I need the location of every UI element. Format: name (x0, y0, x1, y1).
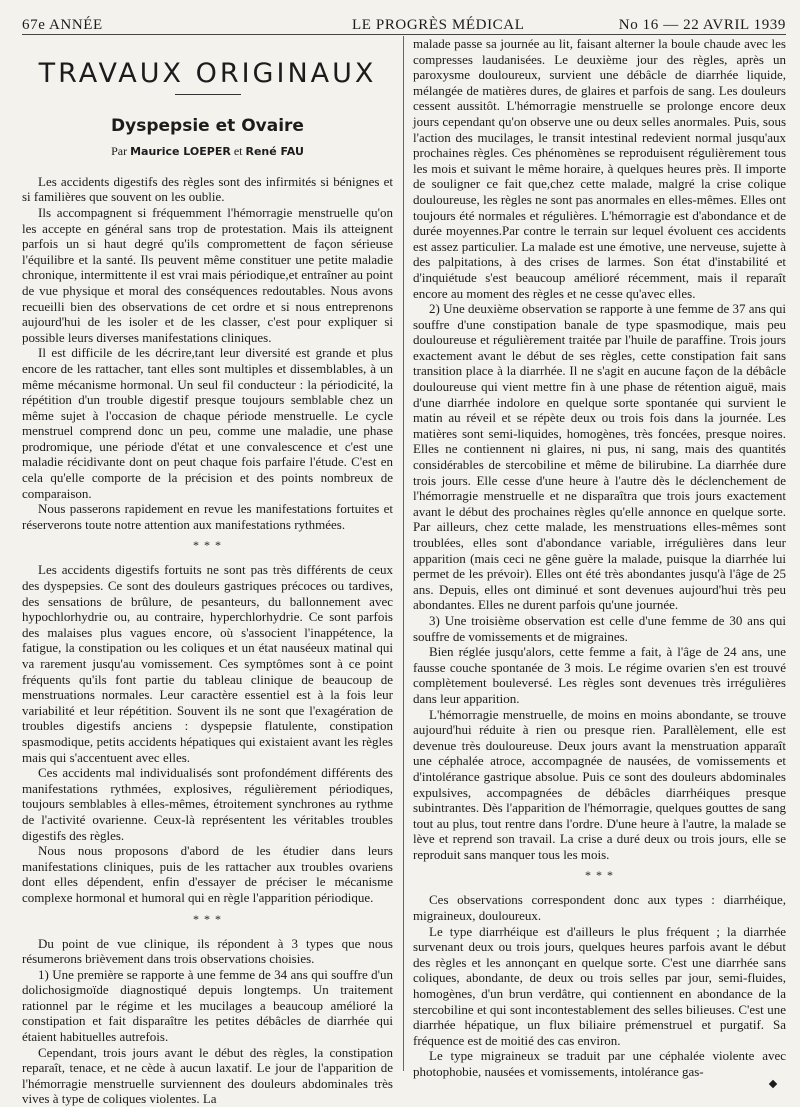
end-ornament (769, 1080, 777, 1088)
paragraph: 2) Une deuxième observation se rapporte à une femme de 37 ans qui souffre d'une constipation banale de type spasmodique, mais peu douloureuse et régulièrement traitée par l'huile de paraffine. Trois jours exactement avant le début de ses règles, cette constipation fait sans transition place à la diarrhée. Il ne s'agit en aucune façon de la débâcle douloureuse qui vient mettre fin à une phase de rétention aiguë, mais d'une diarrhée indolore en quelque sorte spontanée qui survient le matin au réveil et se répète deux ou trois fois dans la journée. Les matières sont semi-liquides, homogènes, très foncées, presque noires. Elles ne contiennent ni glaires, ni pus, ni sang, mais des quantités considérables de stercobiline et même de bilirubine. La diarrhée dure trois jours. Elle cesse d'une heure à l'autre dès le déclenchement de l'hémorragie menstruelle et ne disparaîtra que trois jours exactement avant le début des prochaines règles qu'elle annonce en quelque sorte. Par ailleurs, chez cette malade, les menstruations elles-mêmes sont troublées, elles sont d'abondance variable, irrégulières dans leur apparition (mais ceci ne gêne guère la malade, puisque la diarrhée lui permet de les prévoir). Elles ont été très abondantes jusqu'à l'âge de 25 ans. Depuis, elles ont diminué et sont devenues aujourd'hui très peu abondantes. Elles ne durent parfois qu'une journée. (413, 301, 786, 613)
author-loeper: Maurice LOEPER (130, 145, 231, 159)
byline-conjunction: et (233, 144, 243, 159)
section-separator: * * * (193, 911, 222, 926)
paragraph: Ils accompagnent si fréquemment l'hémorragie menstruelle qu'on les accepte en général sans trop de protestation. Mais ils atteignent parfois un si haut degré qu'ils compromettent de façon sérieuse l'équilibre et la santé. Ils peuvent même constituer une petite maladie chronique, intermittente il est vrai mais périodique,et entraîner au point de vue physique et moral des conséquences redoutables. Nous avons recueilli bien des observations de cet ordre et si nous entreprenons aujourd'hui de les isoler et de les classer, c'est pour expliquer si possible leurs diverses manifestations cliniques. (22, 204, 393, 345)
paragraph: 1) Une première se rapporte à une femme de 34 ans qui souffre d'un dolichosigmoïde diagnostiqué depuis longtemps. Un traitement rationnel par le régime et les mucilages a beaucoup amélioré la constipation et fait disparaître les petites débâcles de diarrhée qui étaient habituelles autrefois. (22, 966, 393, 1045)
volume-year: 67e ANNÉE (22, 17, 103, 33)
section-title: TRAVAUX ORIGINAUX (38, 58, 377, 89)
paragraph: Les accidents digestifs des règles sont des infirmités si bénignes et si familières que souvent on les oublie. (22, 173, 393, 205)
left-column (22, 36, 393, 1107)
paragraph: Du point de vue clinique, ils répondent à 3 types que nous résumerons brièvement dans trois observations choisies. (22, 935, 393, 967)
right-column (413, 36, 786, 1079)
paragraph: Le type diarrhéique est d'ailleurs le plus fréquent ; la diarrhée survenant deux ou trois jours, quelques heures parfois avant le début des règles et les annonçant en quelque sorte. C'est une diarrhée sans coliques, abondante, de deux ou trois selles par jour, semi-fluides, homogènes, d'un brun verdâtre, qui contiennent en abondance de la stercobiline et qui sont incontestablement des selles bilieuses. C'est une diarrhée hépatique, un flux biliaire prémenstruel et purgatif. Sa fréquence est de moitié des cas environ. (413, 923, 786, 1048)
title-rule (175, 94, 241, 95)
section-separator: * * * (585, 868, 614, 883)
paragraph: Ces observations correspondent donc aux types : diarrhéique, migraineux, douloureux. (413, 892, 786, 924)
paragraph: Ces accidents mal individualisés sont profondément différents des manifestations rythmées, explosives, régulièrement périodiques, toujours semblables à elles-mêmes, étroitement synchrones au rythme de l'activité ovarienne. Ceux-là représentent les véritables troubles digestifs des règles. (22, 765, 393, 843)
paragraph: Les accidents digestifs fortuits ne sont pas très différents de ceux des dyspepsies. Ce sont des douleurs gastriques précoces ou tardives, des sensations de brûlure, de pesanteurs, du ballonnement avec hypochlorhydrie ou, au contraire, hyperchlorhydrie. Ce sont parfois des malaises plus vagues encore, où s'associent l'inappétence, la fatigue, la constipation ou les coliques et un état nauséeux matinal qui va rarement jusqu'au vomissement. Ces symptômes sont à ce point fréquents qu'ils font partie du tableau clinique de beaucoup de menstruations normales. Leur caractère essentiel est à la fois leur variabilité et leur répétition. Souvent ils ne sont que l'exagération de troubles digestifs anciens : dyspepsie flatulente, constipation spasmodique, petits accidents hépatiques qui existaient avant les règles mais qui s'accentuent avec elles. (22, 562, 393, 765)
author-fau: René FAU (245, 145, 304, 159)
paragraph: Nous nous proposons d'abord de les étudier dans leurs manifestations cliniques, puis de les rattacher aux troubles ovariens dont elles dépendent, enfin d'essayer de préciser le mécanisme complexe hormonal et humoral qui en règle l'apparition périodique. (22, 843, 393, 905)
paragraph: Le type migraineux se traduit par une céphalée violente avec photophobie, nausées et vomissements, intolérance gas- (413, 1048, 786, 1079)
journal-title: LE PROGRÈS MÉDICAL (352, 17, 525, 33)
byline (22, 144, 393, 160)
running-header (22, 4, 786, 35)
article-title: Dyspepsie et Ovaire (111, 115, 304, 136)
paragraph: 3) Une troisième observation est celle d'une femme de 30 ans qui souffre de vomissements et de migraines. (413, 612, 786, 644)
column-divider (403, 36, 404, 1071)
paragraph: L'hémorragie menstruelle, de moins en moins abondante, se trouve aujourd'hui réduite à rien ou presque rien. Parallèlement, elle est devenue très douloureuse. Deux jours avant la menstruation apparaît une céphalée atroce, accompagnée de nausées, de vomissements et d'intolérance gastrique absolue. Puis ce sont des douleurs abdominales expulsives, accompagnées de débâcles diarrhéiques presque subintrantes. Dès l'apparition de l'hémorragie, quelques gouttes de sang tout au plus, tout rentre dans l'ordre. D'une heure à l'autre, la malade se lève et reprend son travail. La crise a duré deux ou trois jours, elle se reproduit sans manquer tous les mois. (413, 706, 786, 862)
section-separator: * * * (193, 538, 222, 553)
byline-prefix: Par (111, 144, 128, 159)
paragraph: Il est difficile de les décrire,tant leur diversité est grande et plus encore de les rattacher, tant elles sont multiples et dissemblables, à un même mécanisme hormonal. Un seul fil conducteur : la périodicité, la répétition d'un trouble digestif presque toujours semblable chez un même sujet à l'occasion de chaque période menstruelle. Le cycle menstruel comprend donc un peu, comme une maladie, une phase prodromique, une période d'état et une convalescence et c'est une maladie récidivante dont on peut chaque fois parfaire l'étude. C'est en cela qu'elle comporte de la précision et des points nombreux de comparaison. (22, 345, 393, 501)
issue-date: No 16 — 22 AVRIL 1939 (618, 17, 786, 33)
paragraph: Cependant, trois jours avant le début des règles, la constipation reparaît, tenace, et ne cède à aucun laxatif. Le jour de l'apparition de l'hémorragie menstruelle surviennent des douleurs abdominales très vives à type de coliques violentes. La (22, 1044, 393, 1107)
paragraph: Nous passerons rapidement en revue les manifestations fortuites et réserverons toute notre attention aux manifestations rythmées. (22, 501, 393, 532)
paragraph: malade passe sa journée au lit, faisant alterner la boule chaude avec les compresses laudanisées. Le deuxième jour des règles, après un paroxysme douloureux, survient une débâcle de diarrhée liquide, mélangée de matières dures, de glaires et parfois de sang. Les douleurs cessent aussitôt. L'hémorragie menstruelle se prolonge encore deux jours cependant qu'on observe une ou deux selles anormales. Puis, sous l'action des mucilages, le transit intestinal redevient normal jusqu'aux prochaines règles. Ces phénomènes se reproduisent régulièrement tous les mois et suivant le même horaire, à quelques heures près. Il importe de souligner ce fait que,chez cette malade, malgré la crise colique douloureuse, les règles ne sont pas anormales en elles-mêmes. Elles ont toujours été normales et régulières. L'hémorragie est d'abondance et de durée moyennes.Par contre le terrain sur lequel évoluent ces accidents est assez particulier. La malade est une émotive, une nerveuse, sujette à des palpitations, à des crises de larmes. Son état d'instabilité et d'inquiétude s'est beaucoup amélioré récemment, mais il reparaît encore au moment des règles et ne cesse qu'avec elles. (413, 36, 786, 301)
paragraph: Bien réglée jusqu'alors, cette femme a fait, à l'âge de 24 ans, une fausse couche spontanée de 3 mois. Le régime ovarien s'en est trouvé complètement bouleversé. Les règles sont devenues très irrégulières dans leur apparition. (413, 644, 786, 706)
